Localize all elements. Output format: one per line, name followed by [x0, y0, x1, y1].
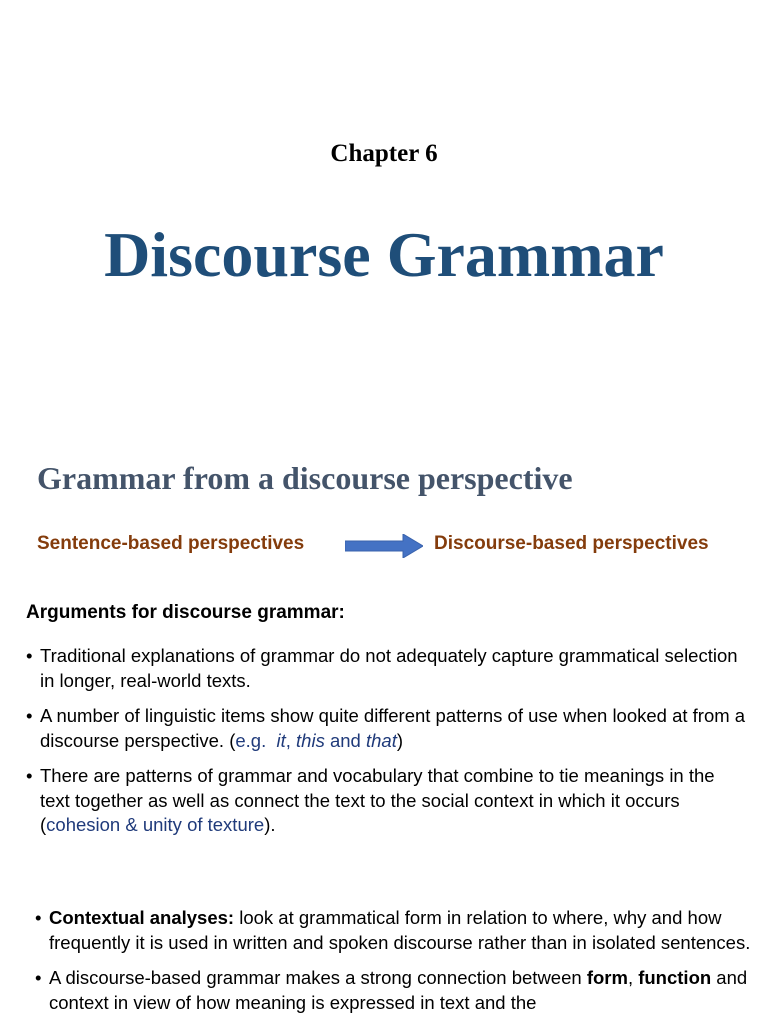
- section-title: Grammar from a discourse perspective: [37, 460, 573, 496]
- perspective-row: [37, 533, 737, 559]
- arguments-list: [26, 644, 746, 849]
- main-title: Discourse Grammar: [104, 219, 664, 290]
- bullet-text: Traditional explanations of grammar do not adequately capture grammatical selection in longer, real-world texts.: [40, 645, 738, 691]
- bullet-text: A number of linguistic items show quite different patterns of use when looked at from a discourse perspective. (: [40, 705, 746, 751]
- bullet-glyph: •: [26, 705, 33, 726]
- bullet-glyph: •: [35, 967, 42, 988]
- bullet-glyph: •: [26, 645, 33, 666]
- form-term: form: [586, 967, 628, 988]
- bullet-text-mid: ,: [627, 967, 639, 988]
- example-comma: ,: [285, 729, 291, 751]
- bullet-text: look at grammatical form in relation to where, why and how frequently it is used in written and spoken discourse rather than in isolated sentences.: [49, 907, 751, 953]
- list-item: [26, 644, 746, 693]
- arguments-heading: Arguments for discourse grammar:: [26, 602, 345, 623]
- list-item: [35, 906, 755, 955]
- example-it: it: [276, 729, 286, 751]
- bullet-text: There are patterns of grammar and vocabulary that combine to tie meanings in the text together as well as connect the text to the social context in which it occurs (: [40, 765, 715, 835]
- list-item: [35, 966, 755, 1015]
- bullet-text-end: ).: [264, 814, 276, 835]
- example-and: and: [329, 729, 361, 751]
- contextual-analyses-term: Contextual analyses:: [49, 907, 235, 928]
- analysis-list: [35, 906, 755, 1024]
- bullet-text: A discourse-based grammar makes a strong connection between: [49, 967, 587, 988]
- list-item: [26, 704, 746, 753]
- right-arrow-icon: [345, 534, 423, 558]
- function-term: function: [638, 967, 712, 988]
- chapter-label: Chapter 6: [330, 140, 438, 167]
- example-label: e.g.: [235, 729, 267, 751]
- list-item: [26, 764, 746, 838]
- bullet-text-end: ): [396, 729, 404, 751]
- example-this: this: [296, 729, 325, 751]
- example-that: that: [366, 729, 397, 751]
- discourse-based-label: Discourse-based perspectives: [434, 533, 709, 554]
- cohesion-highlight: cohesion & unity of texture: [46, 814, 265, 835]
- bullet-glyph: •: [26, 765, 33, 786]
- bullet-text-end: and context in view of how meaning is expressed in text and the: [49, 967, 748, 1013]
- bullet-glyph: •: [35, 907, 42, 928]
- sentence-based-label: Sentence-based perspectives: [37, 533, 305, 554]
